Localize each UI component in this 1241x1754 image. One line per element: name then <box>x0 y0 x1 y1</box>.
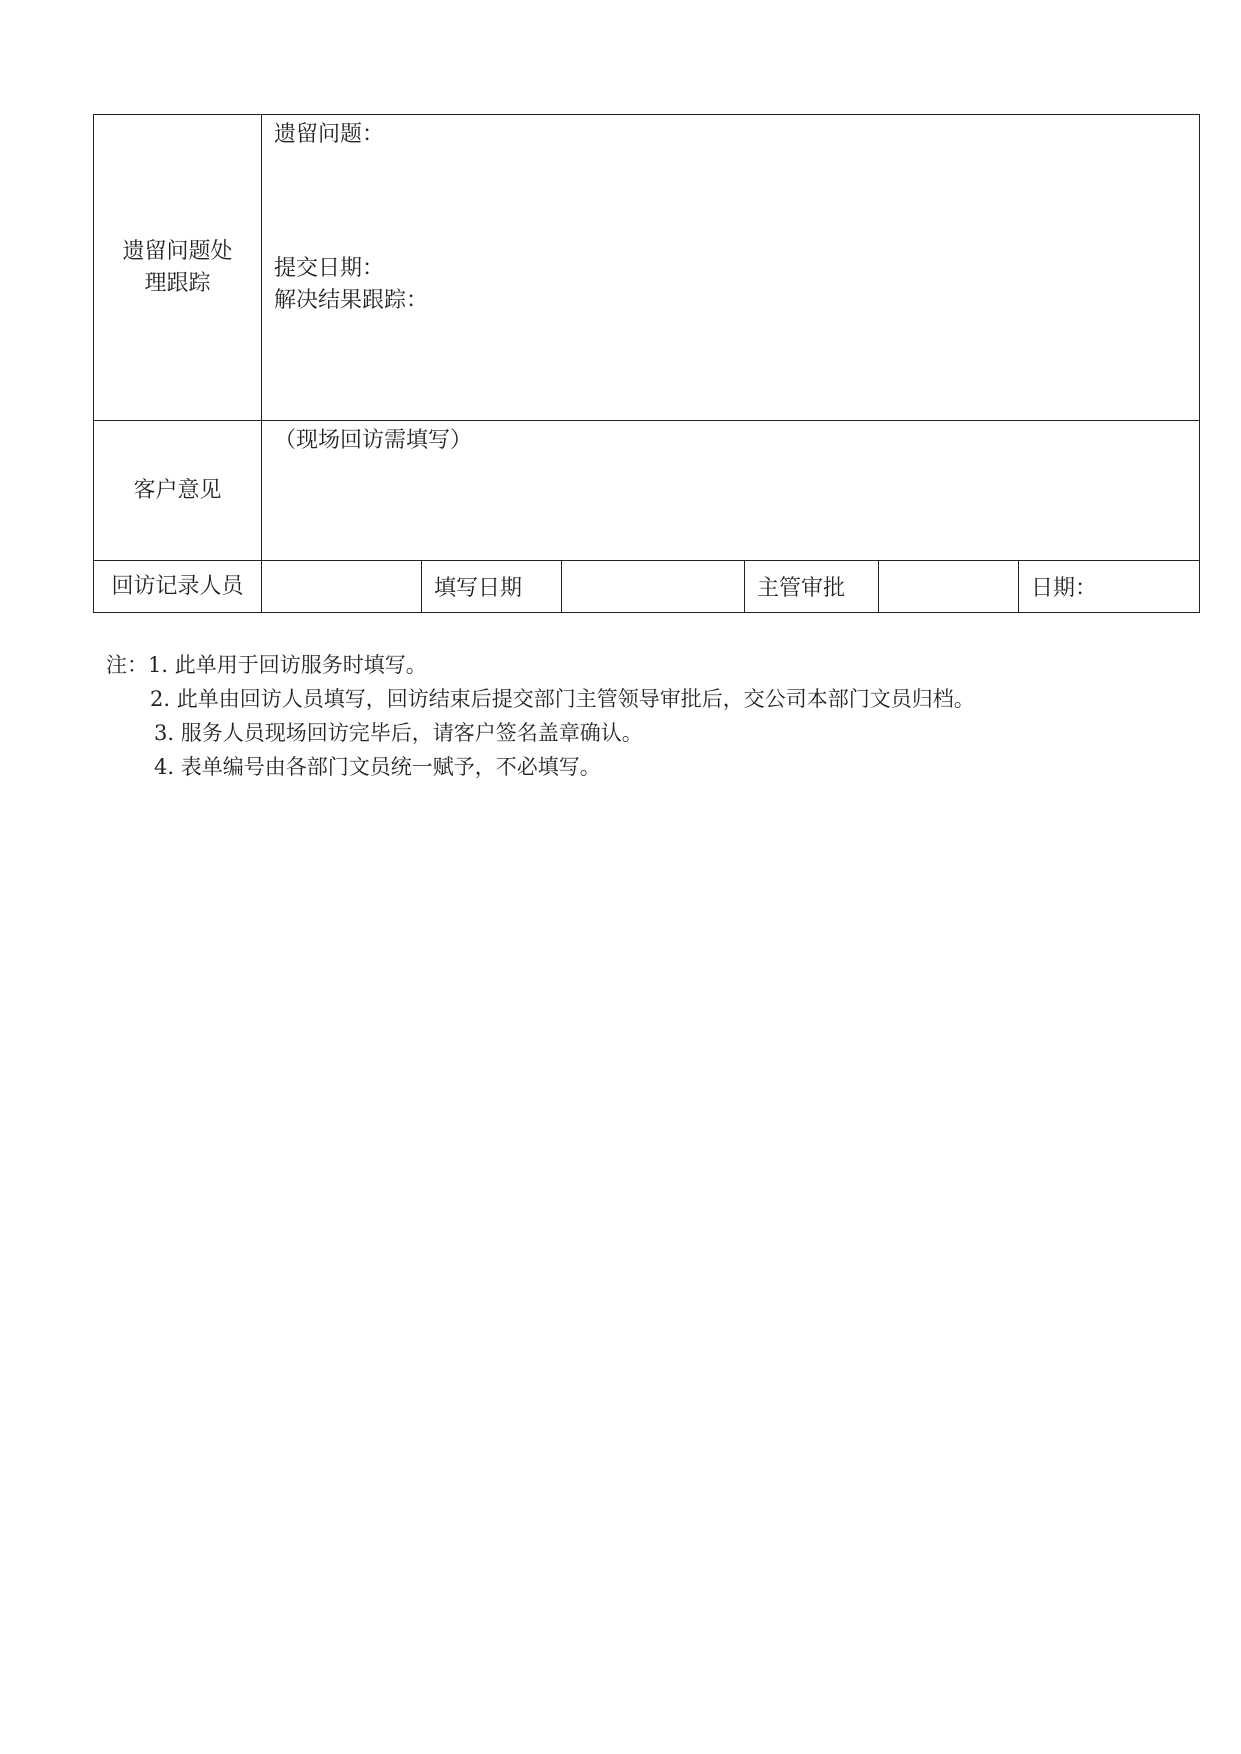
supervisor-approval-label-text: 主管审批 <box>757 576 846 601</box>
fill-date-field[interactable] <box>562 561 745 613</box>
result-tracking-prompt: 解决结果跟踪： <box>274 288 429 313</box>
issue-tracking-label-line2: 理跟踪 <box>144 270 211 296</box>
notes-section <box>106 648 975 784</box>
note-text-4: 4. 表单编号由各部门文员统一赋予，不必填写。 <box>154 755 601 779</box>
issue-tracking-label-line1: 遗留问题处 <box>122 238 233 264</box>
notes-prefix: 注： <box>106 653 148 677</box>
customer-opinion-label <box>94 421 262 561</box>
issue-prompt: 遗留问题： <box>274 122 385 147</box>
issue-tracking-field[interactable] <box>262 115 1200 421</box>
note-item-3 <box>106 716 975 750</box>
approval-date-field[interactable] <box>1019 561 1200 613</box>
note-item-2 <box>106 682 975 716</box>
fill-date-label-text: 填写日期 <box>434 576 523 601</box>
approval-date-label-text: 日期： <box>1031 576 1098 601</box>
fill-date-label <box>422 561 562 613</box>
note-item-4 <box>106 750 975 784</box>
recorder-label <box>94 561 262 613</box>
recorder-label-text: 回访记录人员 <box>111 573 244 599</box>
customer-opinion-hint: （现场回访需填写） <box>274 428 473 453</box>
note-text-3: 3. 服务人员现场回访完毕后，请客户签名盖章确认。 <box>154 721 643 745</box>
customer-opinion-label-text: 客户意见 <box>133 477 222 503</box>
issue-tracking-label <box>94 115 262 421</box>
submit-date-prompt: 提交日期： <box>274 256 385 281</box>
note-text-1: 1. 此单用于回访服务时填写。 <box>148 653 427 677</box>
supervisor-approval-label <box>745 561 879 613</box>
visit-record-form-table <box>93 114 1200 613</box>
note-item-1 <box>106 648 975 682</box>
customer-opinion-field[interactable] <box>262 421 1200 561</box>
supervisor-approval-field[interactable] <box>879 561 1019 613</box>
note-text-2: 2. 此单由回访人员填写，回访结束后提交部门主管领导审批后，交公司本部门文员归档。 <box>150 687 975 711</box>
recorder-field[interactable] <box>262 561 422 613</box>
